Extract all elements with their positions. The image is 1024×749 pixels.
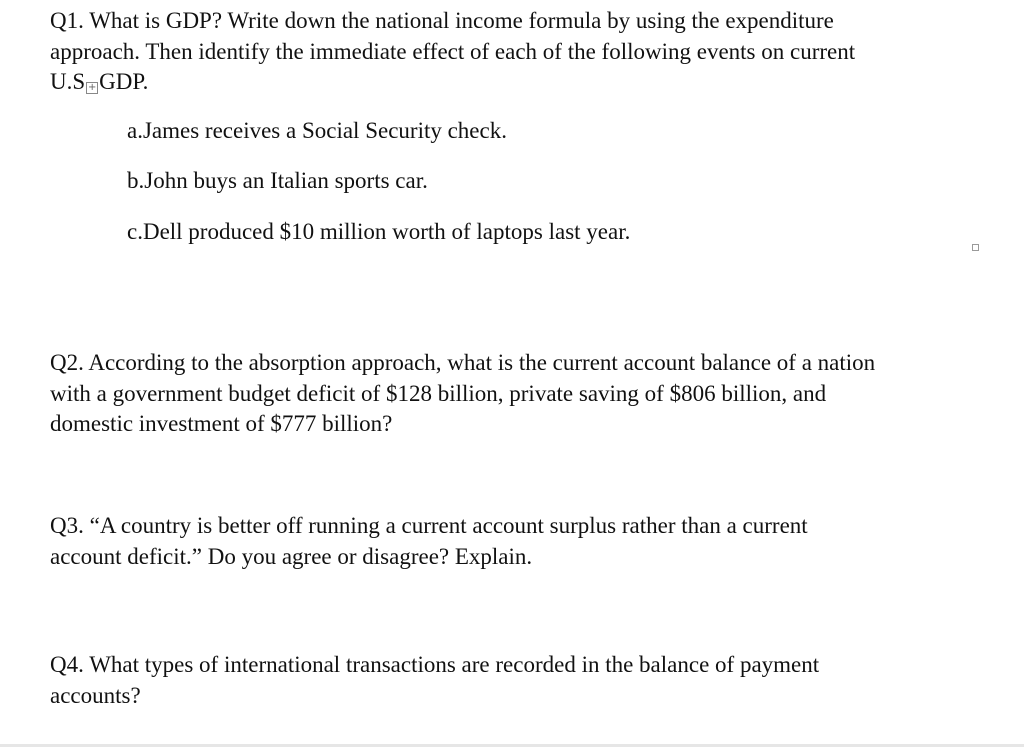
q4-line-1: Q4. What types of international transactions are recorded in the balance of payment: [50, 652, 820, 677]
q1-line-1: Q1. What is GDP? Write down the national income formula by using the expenditure: [50, 8, 834, 33]
q1-item-c: c.Dell produced $10 million worth of laptops last year.: [127, 219, 631, 244]
question-2: [50, 348, 875, 440]
q2-line-2: with a government budget deficit of $128 billion, private saving of $806 billion, and: [50, 380, 827, 406]
q1-line-3-prefix: U.S: [50, 69, 86, 94]
page-bottom-divider: [0, 744, 1024, 747]
question-3: [50, 511, 808, 572]
question-1: [50, 6, 855, 98]
q3-line-2: account deficit.” Do you agree or disagree? Explain.: [50, 543, 533, 569]
q1-line-2: approach. Then identify the immediate effect of each of the following events on current: [50, 38, 856, 64]
q1-item-a: a.James receives a Social Security check.: [127, 118, 507, 143]
q1-line-3: [50, 67, 855, 98]
plus-box-icon[interactable]: +: [87, 82, 97, 93]
q2-line-3: domestic investment of $777 billion?: [50, 411, 393, 436]
small-square-icon[interactable]: [972, 244, 979, 251]
question-4: [50, 650, 819, 711]
q3-line-1: Q3. “A country is better off running a current account surplus rather than a current: [50, 513, 808, 538]
q1-item-b: b.John buys an Italian sports car.: [127, 168, 428, 193]
q1-line-3-suffix: GDP.: [99, 69, 149, 94]
q2-line-1: Q2. According to the absorption approach, what is the current account balance of a nation: [50, 350, 876, 375]
q4-line-2: accounts?: [50, 682, 141, 708]
